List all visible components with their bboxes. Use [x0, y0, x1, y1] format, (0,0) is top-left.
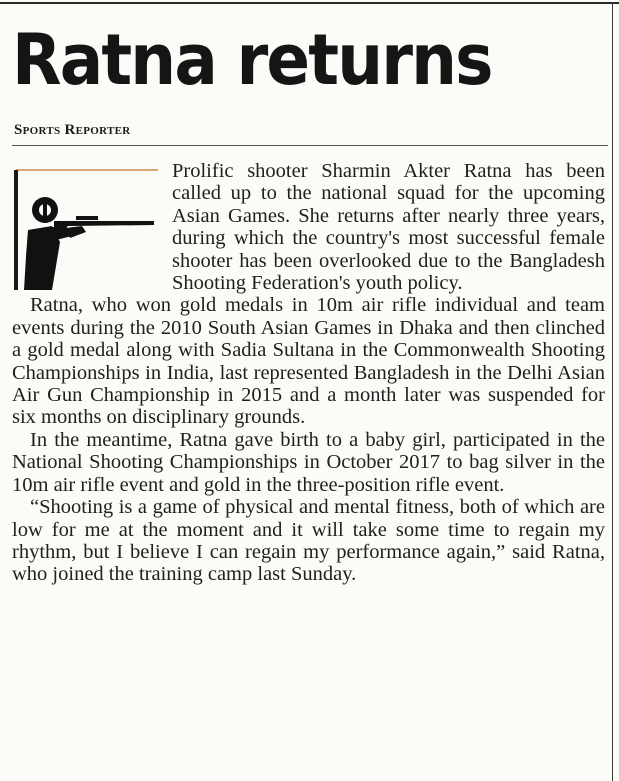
top-border-rule: [0, 2, 619, 4]
paragraph-2: Ratna, who won gold medals in 10m air rifle individual and team events during the 2010 South Asian Games in Dhaka and then clinched a gold medal along with Sadia Sultana in the Commonwealth Shooting Championships in India, last represented Bangladesh in the Delhi Asian Air Gun Championship in 2015 and a month later was suspended for six months on disciplinary grounds.: [12, 294, 605, 429]
byline: Sports Reporter: [14, 122, 131, 138]
shooter-aiming-rifle-icon: [12, 166, 160, 290]
byline-divider: [12, 145, 608, 146]
paragraph-1: Prolific shooter Sharmin Akter Ratna has been called up to the national squad for the upcoming Asian Games. She returns after nearly three years, during which the country's most successful female shooter has been overlooked due to the Bangladesh Shooting Federation's youth policy.: [172, 160, 605, 295]
paragraph-4: “Shooting is a game of physical and mental fitness, both of which are low for me at the moment and it will take some time to regain my rhythm, but I believe I can regain my performance again,” said Ratna, who joined the training camp last Sunday.: [12, 496, 605, 586]
headline: Ratna returns: [12, 19, 492, 101]
column-divider-rule: [612, 2, 613, 781]
paragraph-3: In the meantime, Ratna gave birth to a baby girl, participated in the National Shooting Championships in October 2017 to bag silver in the 10m air rifle event and gold in the three-position rifle event.: [12, 428, 605, 496]
article-body: [12, 160, 605, 586]
